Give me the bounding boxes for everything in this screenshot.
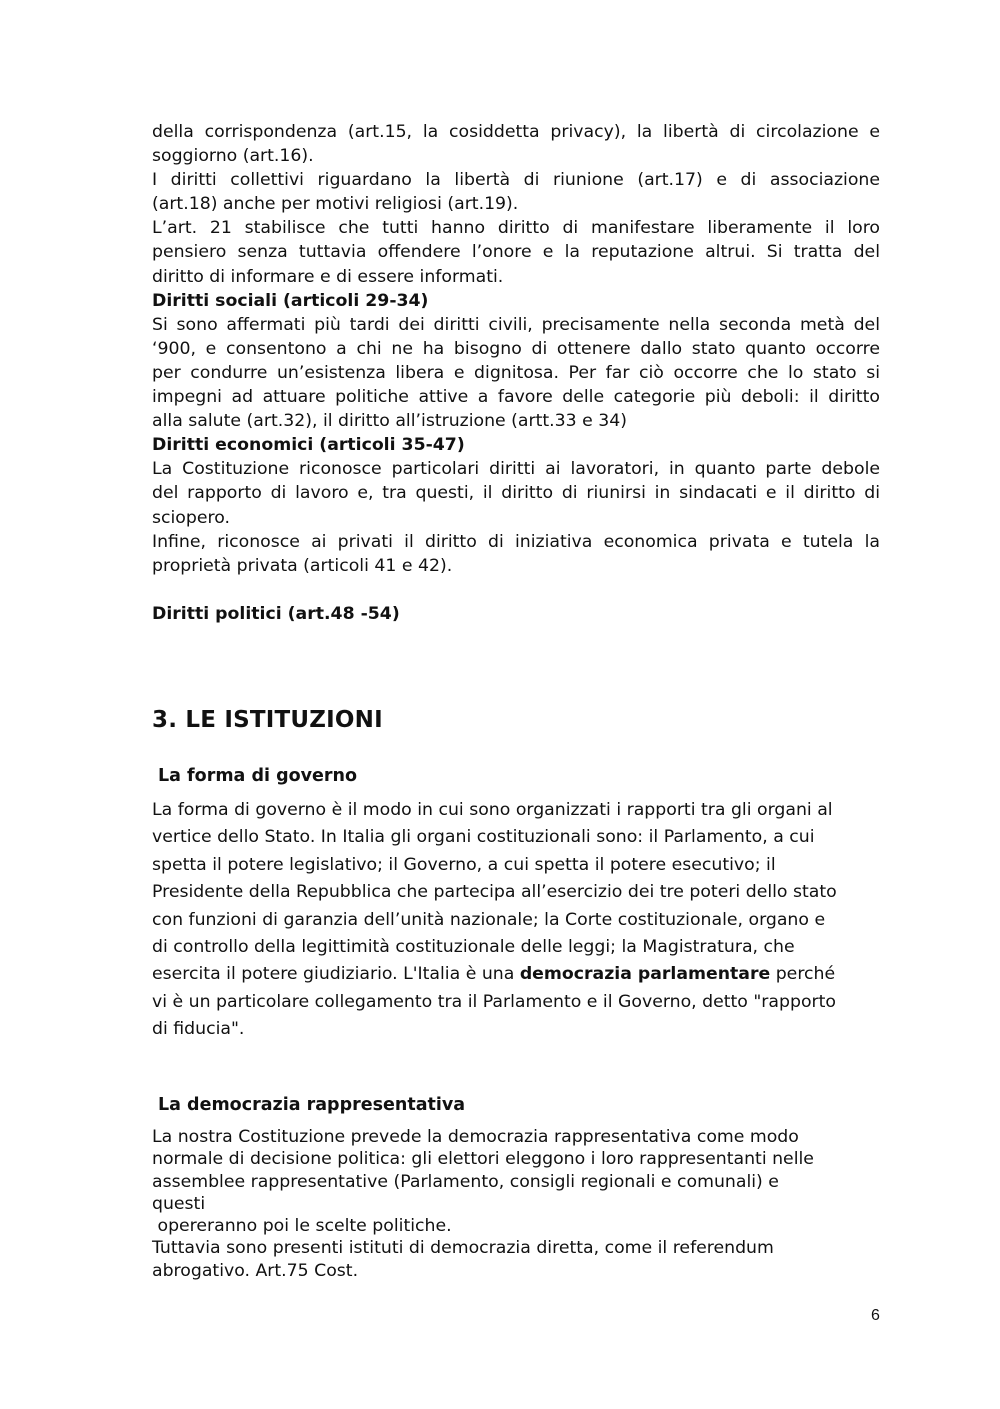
democrazia-paragraph [152,1126,880,1282]
paragraph-line: per condurre un’esistenza libera e dignitosa. Per far ciò occorre che lo stato si [152,362,880,383]
paragraph-line: (art.18) anche per motivi religiosi (art.19). [152,194,519,215]
paragraph-line: proprietà privata (articoli 41 e 42). [152,555,453,576]
rights-section [152,120,880,626]
paragraph-line: vertice dello Stato. In Italia gli organi costituzionali sono: il Parlamento, a cui [152,827,815,848]
paragraph-line: del rapporto di lavoro e, tra questi, il diritto di riunirsi in sindacati e il diritto di [152,483,880,504]
text-run: perché [770,964,836,985]
paragraph-line: L’art. 21 stabilisce che tutti hanno diritto di manifestare liberamente il loro [152,218,880,239]
paragraph-line: opereranno poi le scelte politiche. [152,1216,452,1237]
paragraph-line: La Costituzione riconosce particolari diritti ai lavoratori, in quanto parte debole [152,459,880,480]
paragraph-line [152,961,880,988]
paragraph-line: questi [152,1193,206,1214]
paragraph-line: pensiero senza tuttavia offendere l’onore e la reputazione altrui. Si tratta del [152,242,880,263]
forma-di-governo-paragraph [152,797,880,1044]
paragraph-line: Si sono affermati più tardi dei diritti civili, precisamente nella seconda metà del [152,314,880,335]
blank-line [152,578,880,602]
paragraph-line: vi è un particolare collegamento tra il Parlamento e il Governo, detto "rapporto [152,991,836,1012]
text-run: esercita il potere giudiziario. L'Italia è una [152,964,520,985]
paragraph-line: La nostra Costituzione prevede la democrazia rappresentativa come modo [152,1127,799,1147]
paragraph-line: I diritti collettivi riguardano la libertà di riunione (art.17) e di associazione [152,170,880,191]
paragraph-line: di controllo della legittimità costituzionale delle leggi; la Magistratura, che [152,937,795,958]
paragraph-line: Presidente della Repubblica che partecipa all’esercizio dei tre poteri dello stato [152,882,837,903]
forma-di-governo-heading: La forma di governo [158,766,358,786]
paragraph-line: abrogativo. Art.75 Cost. [152,1260,359,1281]
paragraph-line: spetta il potere legislativo; il Governo, a cui spetta il potere esecutivo; il [152,854,776,875]
paragraph-line: assemblee rappresentative (Parlamento, consigli regionali e comunali) e [152,1171,779,1192]
paragraph-line: impegni ad attuare politiche attive a favore delle categorie più deboli: il diritto [152,387,880,408]
paragraph-line: della corrispondenza (art.15, la cosiddetta privacy), la libertà di circolazione e [152,122,880,142]
paragraph-line: soggiorno (art.16). [152,146,314,167]
political-rights-heading: Diritti politici (art.48 -54) [152,603,400,624]
paragraph-line: ‘900, e consentono a chi ne ha bisogno di ottenere dallo stato quanto occorre [152,338,880,359]
democrazia-heading: La democrazia rappresentativa [158,1095,466,1115]
paragraph-line: sciopero. [152,507,230,528]
paragraph-line: normale di decisione politica: gli elettori eleggono i loro rappresentanti nelle [152,1149,814,1170]
paragraph-line: diritto di informare e di essere informati. [152,266,504,287]
paragraph-line: alla salute (art.32), il diritto all’istruzione (artt.33 e 34) [152,411,628,432]
social-rights-heading: Diritti sociali (articoli 29-34) [152,290,429,311]
bold-term: democrazia parlamentare [519,964,771,985]
economic-rights-heading: Diritti economici (articoli 35-47) [152,435,465,456]
page-number: 6 [871,1307,880,1324]
paragraph-line: Infine, riconosce ai privati il diritto di iniziativa economica privata e tutela la [152,531,880,552]
paragraph-line: di fiducia". [152,1019,245,1040]
paragraph-line: La forma di governo è il modo in cui sono organizzati i rapporti tra gli organi al [152,800,833,820]
paragraph-line: Tuttavia sono presenti istituti di democrazia diretta, come il referendum [152,1238,774,1259]
section-title: 3. LE ISTITUZIONI [152,707,383,733]
paragraph-line: con funzioni di garanzia dell’unità nazionale; la Corte costituzionale, organo e [152,909,826,930]
